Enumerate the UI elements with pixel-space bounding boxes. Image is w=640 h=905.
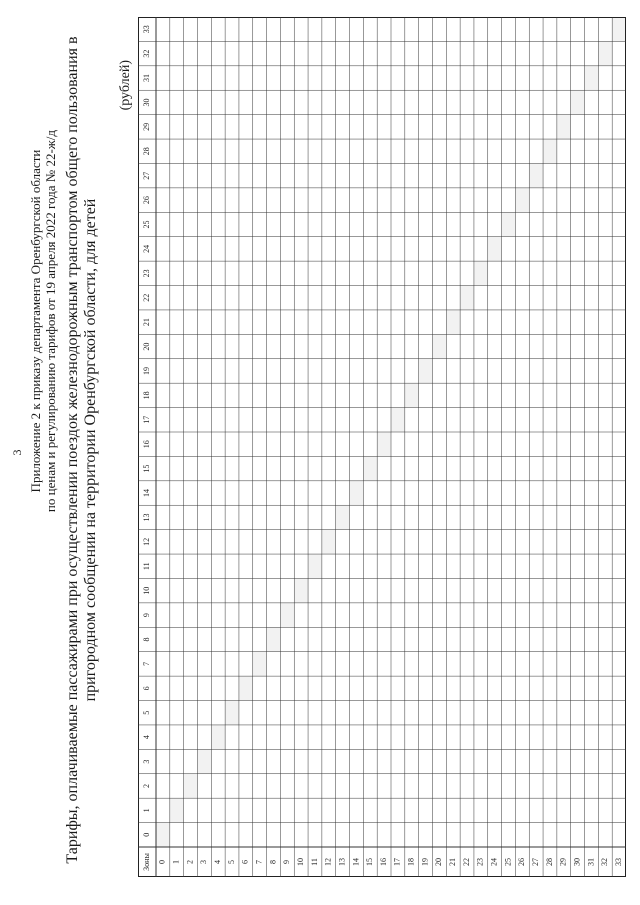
- diagonal-cell: [225, 701, 239, 725]
- row-header: 24: [489, 858, 499, 866]
- column-header: 31: [141, 74, 151, 83]
- column-header: 2: [141, 783, 151, 788]
- table-corner-label: Зоны: [141, 853, 151, 871]
- row-header: 29: [558, 858, 568, 866]
- diagonal-cell: [322, 530, 336, 554]
- row-header: 17: [392, 858, 402, 866]
- diagonal-cell: [156, 823, 170, 847]
- column-header: 3: [141, 759, 151, 764]
- row-header: 20: [434, 858, 444, 866]
- column-header: 7: [141, 661, 151, 666]
- column-header: 30: [141, 98, 151, 107]
- page-number: 3: [10, 449, 24, 456]
- diagonal-cell: [350, 481, 364, 505]
- column-header: 8: [141, 637, 151, 642]
- row-header: 5: [226, 860, 236, 864]
- column-header: 15: [141, 464, 151, 473]
- row-header: 30: [572, 858, 582, 866]
- diagonal-cell: [585, 66, 599, 90]
- column-header: 12: [141, 537, 151, 546]
- row-header: 10: [295, 858, 305, 866]
- column-header: 20: [141, 342, 151, 351]
- row-header: 11: [309, 858, 319, 866]
- appendix-note: [28, 130, 58, 512]
- diagonal-cell: [502, 212, 516, 236]
- row-header: 16: [378, 858, 388, 866]
- row-header: 23: [475, 858, 485, 866]
- column-header: 13: [141, 513, 151, 522]
- diagonal-cell: [253, 652, 267, 676]
- column-header: 5: [141, 710, 151, 715]
- row-header: 13: [337, 858, 347, 866]
- diagonal-cell: [197, 749, 211, 773]
- column-header: 33: [141, 25, 151, 34]
- diagonal-cell: [391, 408, 405, 432]
- column-header: 17: [141, 415, 151, 424]
- row-header: 15: [365, 858, 375, 866]
- diagonal-cell: [460, 286, 474, 310]
- row-header: 3: [199, 860, 209, 864]
- diagonal-cell: [612, 17, 626, 41]
- diagonal-cell: [405, 383, 419, 407]
- column-header: 4: [141, 735, 151, 740]
- column-header: 27: [141, 171, 151, 180]
- column-header: 24: [141, 244, 151, 253]
- column-header: 22: [141, 293, 151, 302]
- diagonal-cell: [280, 603, 294, 627]
- diagonal-cell: [598, 41, 612, 65]
- column-header: 26: [141, 196, 151, 205]
- tariff-table: [138, 17, 626, 877]
- diagonal-cell: [294, 578, 308, 602]
- row-header: 6: [240, 860, 250, 864]
- row-header: 18: [406, 858, 416, 866]
- column-header: 21: [141, 318, 151, 327]
- diagonal-cell: [515, 188, 529, 212]
- diagonal-cell: [419, 359, 433, 383]
- diagonal-cell: [336, 505, 350, 529]
- column-header: 32: [141, 49, 151, 58]
- column-header: 23: [141, 269, 151, 278]
- diagonal-cell: [308, 554, 322, 578]
- row-header: 8: [268, 860, 278, 864]
- column-header: 28: [141, 147, 151, 156]
- column-header: 1: [141, 808, 151, 813]
- column-header: 6: [141, 686, 151, 691]
- diagonal-cell: [446, 310, 460, 334]
- diagonal-cell: [239, 676, 253, 700]
- column-header: 16: [141, 440, 151, 449]
- diagonal-cell: [432, 334, 446, 358]
- row-header: 4: [213, 860, 223, 864]
- diagonal-cell: [543, 139, 557, 163]
- row-header: 31: [586, 858, 596, 866]
- row-header: 28: [544, 858, 554, 866]
- row-header: 0: [157, 860, 167, 864]
- diagonal-cell: [557, 115, 571, 139]
- row-header: 25: [503, 858, 513, 866]
- diagonal-cell: [184, 774, 198, 798]
- column-header: 19: [141, 366, 151, 375]
- currency-unit: (рублей): [118, 60, 133, 111]
- diagonal-cell: [529, 163, 543, 187]
- diagonal-cell: [267, 627, 281, 651]
- appendix-line: Приложение 2 к приказу департамента Оренбургской области: [28, 149, 43, 493]
- row-header: 19: [420, 858, 430, 866]
- column-header: 14: [141, 489, 151, 498]
- row-header: 2: [185, 860, 195, 864]
- diagonal-cell: [474, 261, 488, 285]
- diagonal-cell: [571, 90, 585, 114]
- diagonal-cell: [363, 456, 377, 480]
- column-header: 10: [141, 586, 151, 595]
- column-header: 0: [141, 832, 151, 837]
- row-header: 7: [254, 860, 264, 864]
- row-header: 1: [171, 860, 181, 864]
- row-header: 27: [530, 858, 540, 866]
- row-header: 22: [461, 858, 471, 866]
- row-header: 9: [282, 860, 292, 864]
- column-header: 9: [141, 613, 151, 618]
- title-line: Тарифы, оплачиваемые пассажирами при осуществлении поездок железнодорожным транспортом общего пользования в: [64, 36, 81, 864]
- column-header: 11: [141, 562, 151, 571]
- column-header: 18: [141, 391, 151, 400]
- column-header: 29: [141, 122, 151, 131]
- row-header: 33: [613, 858, 623, 866]
- diagonal-cell: [488, 237, 502, 261]
- diagonal-cell: [211, 725, 225, 749]
- document-title: [64, 35, 100, 865]
- row-header: 26: [517, 858, 527, 866]
- row-header: 12: [323, 858, 333, 866]
- row-header: 32: [600, 858, 610, 866]
- column-header: 25: [141, 220, 151, 229]
- title-line: пригородном сообщении на территории Оренбургской области, для детей: [82, 198, 99, 702]
- diagonal-cell: [377, 432, 391, 456]
- row-header: 14: [351, 858, 361, 866]
- table-grid: [138, 17, 626, 877]
- diagonal-cell: [170, 798, 184, 822]
- row-header: 21: [448, 858, 458, 866]
- appendix-line: по ценам и регулированию тарифов от 19 апреля 2022 года № 22-ж/д: [43, 130, 58, 513]
